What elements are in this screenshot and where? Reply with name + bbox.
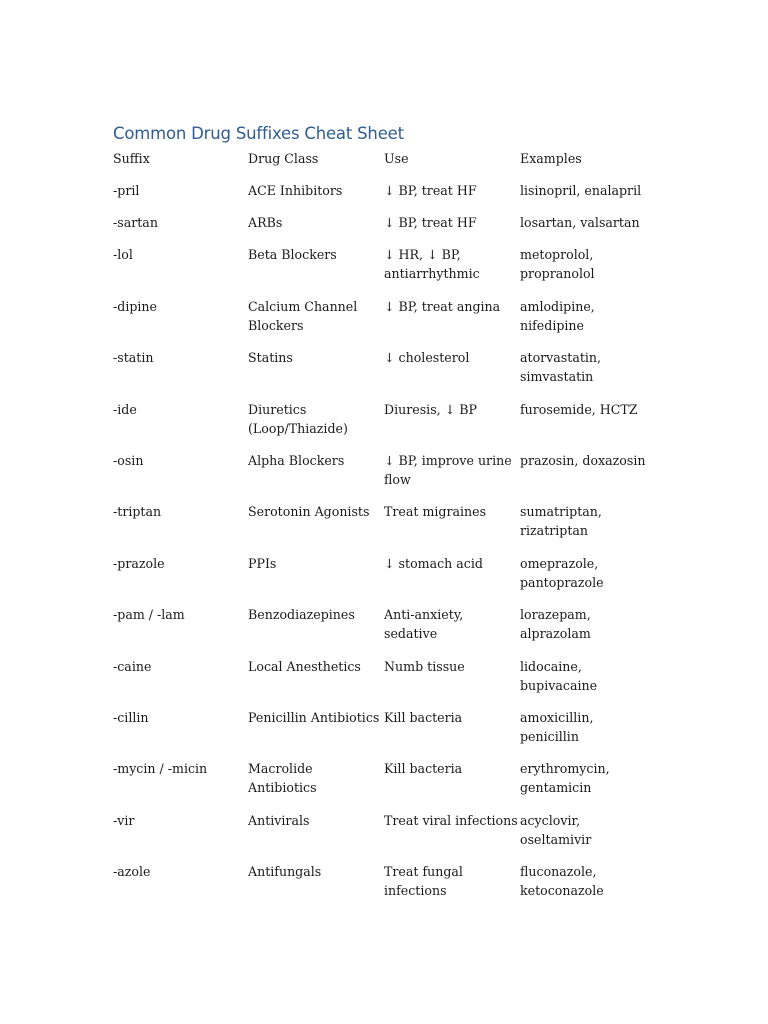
suffix-cell: -pam / -lam — [113, 607, 185, 623]
drug-class-cell: Diuretics (Loop/Thiazide) — [248, 401, 348, 436]
use-cell: Kill bacteria — [384, 709, 463, 725]
examples-cell: omeprazole, pantoprazole — [520, 555, 604, 590]
use-cell: ↓ HR, ↓ BP, antiarrhythmic — [384, 247, 480, 282]
use-cell: ↓ BP, treat HF — [384, 215, 477, 231]
suffix-cell: -triptan — [113, 504, 162, 520]
examples-cell: lorazepam, alprazolam — [520, 607, 591, 642]
drug-class-cell: Antifungals — [248, 864, 322, 880]
table-row — [113, 708, 653, 759]
suffix-cell: -azole — [113, 864, 151, 880]
examples-cell: sumatriptan, rizatriptan — [520, 504, 602, 539]
header-use: Use — [384, 151, 409, 166]
use-cell: Numb tissue — [384, 658, 465, 674]
suffix-cell: -osin — [113, 452, 144, 468]
use-cell: ↓ cholesterol — [384, 350, 470, 366]
drug-class-cell: Alpha Blockers — [248, 452, 345, 468]
examples-cell: acyclovir, oseltamivir — [520, 812, 592, 847]
table-row — [113, 605, 653, 656]
table-row — [113, 348, 653, 399]
suffix-cell: -ide — [113, 401, 137, 417]
examples-cell: prazosin, doxazosin — [520, 452, 646, 468]
drug-class-cell: Local Anesthetics — [248, 658, 361, 674]
table-row — [113, 554, 653, 605]
use-cell: Treat fungal infections — [384, 864, 463, 899]
drug-class-cell: Beta Blockers — [248, 247, 337, 263]
suffix-cell: -dipine — [113, 298, 157, 314]
table-row — [113, 297, 653, 348]
use-cell: Treat viral infections — [384, 812, 518, 828]
examples-cell: metoprolol, propranolol — [520, 247, 595, 282]
suffix-cell: -statin — [113, 350, 154, 366]
table-row — [113, 181, 653, 213]
examples-cell: erythromycin, gentamicin — [520, 761, 610, 796]
suffix-cell: -mycin / -micin — [113, 761, 208, 777]
table-header-row — [113, 149, 653, 181]
drug-class-cell: ACE Inhibitors — [248, 183, 343, 198]
table-row — [113, 213, 653, 245]
use-cell: Kill bacteria — [384, 761, 463, 777]
use-cell: ↓ BP, treat HF — [384, 183, 477, 198]
drug-class-cell: Penicillin Antibiotics — [248, 709, 380, 725]
table-row — [113, 400, 653, 451]
examples-cell: losartan, valsartan — [520, 215, 640, 231]
table-row — [113, 759, 653, 810]
table-row — [113, 451, 653, 502]
drug-class-cell: Antivirals — [248, 812, 310, 828]
examples-cell: amlodipine, nifedipine — [520, 298, 595, 333]
header-drug-class: Drug Class — [248, 151, 319, 166]
drug-class-cell: ARBs — [248, 215, 283, 231]
examples-cell: amoxicillin, penicillin — [520, 709, 594, 744]
drug-class-cell: Calcium Channel Blockers — [248, 298, 358, 333]
drug-class-cell: Serotonin Agonists — [248, 504, 370, 520]
table-row — [113, 657, 653, 708]
use-cell: ↓ stomach acid — [384, 555, 483, 571]
suffix-cell: -vir — [113, 812, 135, 828]
examples-cell: atorvastatin, simvastatin — [520, 350, 602, 385]
drug-class-cell: Macrolide Antibiotics — [248, 761, 317, 796]
suffix-cell: -lol — [113, 247, 133, 263]
drug-class-cell: Statins — [248, 350, 293, 366]
use-cell: ↓ BP, treat angina — [384, 298, 501, 314]
suffix-cell: -sartan — [113, 215, 158, 231]
suffix-cell: -pril — [113, 183, 140, 198]
header-examples: Examples — [520, 151, 582, 166]
suffix-cell: -caine — [113, 658, 152, 674]
table-row — [113, 502, 653, 553]
use-cell: Anti-anxiety, sedative — [384, 607, 464, 642]
document-title: Common Drug Suffixes Cheat Sheet — [113, 124, 404, 143]
drug-suffix-table — [113, 149, 653, 913]
suffix-cell: -cillin — [113, 709, 149, 725]
examples-cell: lidocaine, bupivacaine — [520, 658, 598, 693]
table-row — [113, 811, 653, 862]
drug-class-cell: PPIs — [248, 555, 277, 571]
header-suffix: Suffix — [113, 151, 150, 166]
use-cell: Treat migraines — [384, 504, 487, 520]
examples-cell: furosemide, HCTZ — [520, 401, 638, 417]
drug-class-cell: Benzodiazepines — [248, 607, 355, 623]
examples-cell: lisinopril, enalapril — [520, 183, 642, 198]
use-cell: Diuresis, ↓ BP — [384, 401, 477, 417]
examples-cell: fluconazole, ketoconazole — [520, 864, 604, 899]
use-cell: ↓ BP, improve urine flow — [384, 452, 512, 487]
suffix-cell: -prazole — [113, 555, 165, 571]
table-row — [113, 862, 653, 913]
table-row — [113, 245, 653, 296]
